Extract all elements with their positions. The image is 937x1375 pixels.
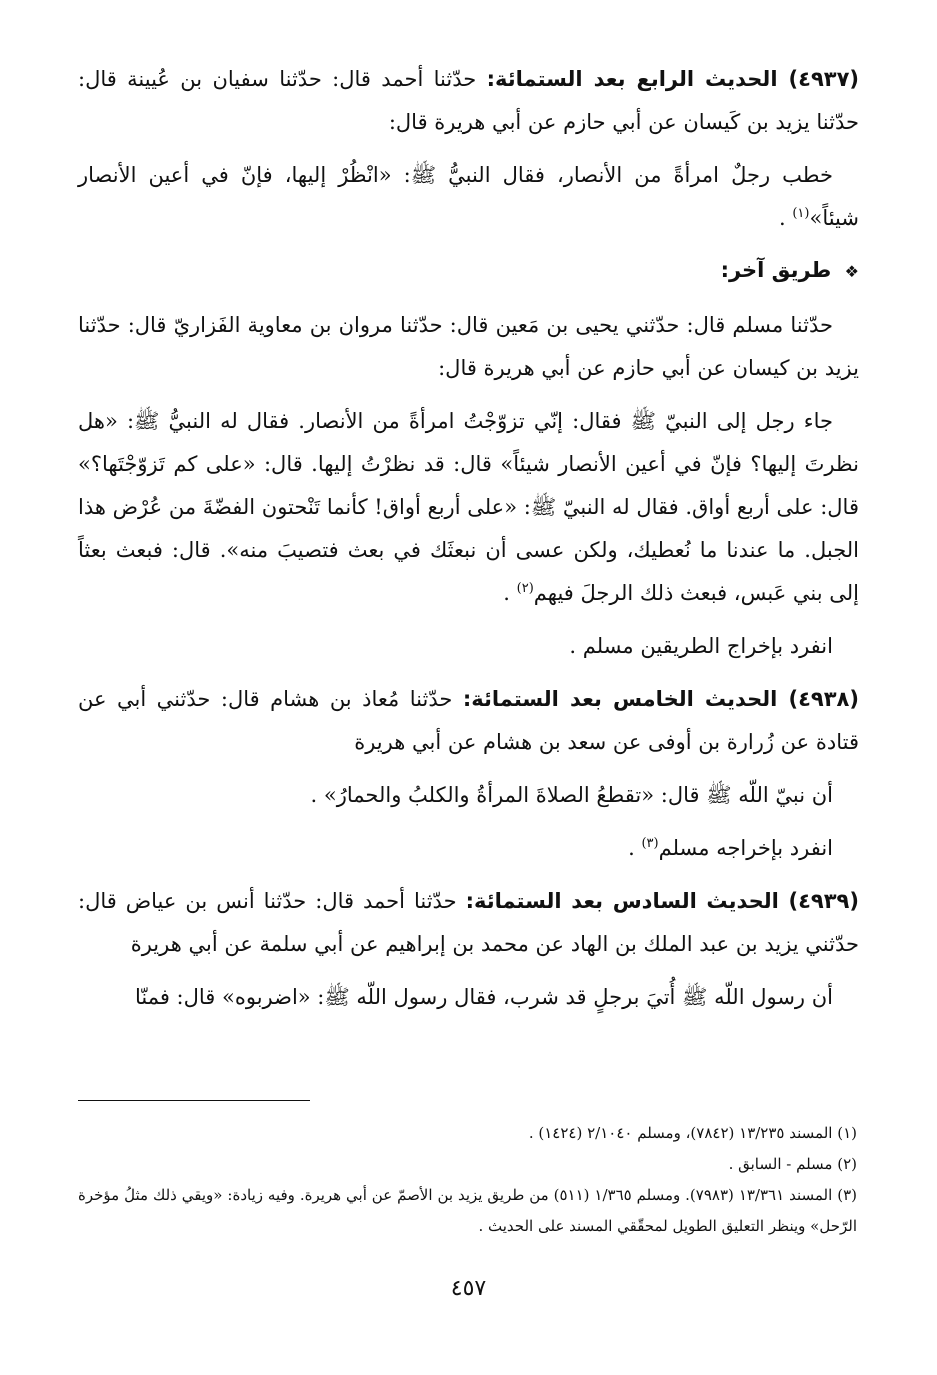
hadith-4938-matn-text: أن نبيّ اللّه ﷺ قال: «تقطعُ الصلاةَ المرأةُ والكلبُ والحمارُ» . xyxy=(310,783,833,807)
other-path-note-text: انفرد بإخراج الطريقين مسلم . xyxy=(569,634,833,658)
hadith-4938-end: . xyxy=(628,836,642,860)
hadith-4937-isnad-text: حدّثنا أحمد قال: حدّثنا سفيان بن عُيينة قال: حدّثنا يزيد بن كَيسان عن أبي حازم عن أبي هريرة قال: xyxy=(78,67,859,134)
hadith-4938-matn xyxy=(78,774,859,817)
hadith-4938-note xyxy=(78,827,859,870)
hadith-4939-isnad xyxy=(78,880,859,966)
hadith-4939-matn xyxy=(78,976,859,1019)
page-body xyxy=(78,58,859,1029)
footnote-divider xyxy=(78,1100,310,1101)
footnote-ref-3[interactable]: (٣) xyxy=(641,836,659,851)
page-number: ٤٥٧ xyxy=(450,1276,487,1301)
hadith-4937-title: (٤٩٣٧) الحديث الرابع بعد الستمائة: xyxy=(486,67,860,91)
footnote-ref-1[interactable]: (١) xyxy=(792,206,810,221)
hadith-4937-matn xyxy=(78,154,859,240)
hadith-4939-isnad-text: حدّثنا أحمد قال: حدّثنا أنس بن عياض قال: حدّثني يزيد بن عبد الملك بن الهاد عن محمد بن إبراهيم عن أبي سلمة عن أبي هريرة xyxy=(78,889,859,956)
hadith-4937-end: . xyxy=(778,206,793,230)
other-path-end: . xyxy=(503,581,517,605)
other-path-matn-text: جاء رجل إلى النبيّ ﷺ فقال: إنّي تزوّجْتُ امرأةً من الأنصار. فقال له النبيُّ ﷺ: «هل نظرتَ إليها؟ فإنّ في أعين الأنصار شيئاً» قال: قد نظرْتُ إليها. قال: «على كم تَزوّجْتَها؟» قال: على أربع أواق. فقال له النبيّ ﷺ: «على أربع أواق! كأنما تَنْحتون الفضّةَ من عُرْض هذا الجبل. ما عندنا ما نُعطيك، ولكن عسى أن نبعثَك في بعث فتصيبَ منه». قال: فبعث بعثاً إلى بني عَبس، فبعث ذلك الرجلَ فيهم xyxy=(78,409,859,605)
other-path-heading xyxy=(78,250,859,292)
footnote-3: (٣) المسند ١٣/٣٦١ (٧٩٨٣). ومسلم ١/٣٦٥ (٥١١) من طريق يزيد بن الأصمّ عن أبي هريرة. وفيه زيادة: «ويقي ذلك مثلُ مؤخرة الرّحل» وينظر التعليق الطويل لمحقّقي المسند على الحديث . xyxy=(78,1186,857,1235)
hadith-4938-note-text: انفرد بإخراجه مسلم xyxy=(658,836,833,860)
hadith-4938-isnad xyxy=(78,678,859,764)
other-path-note xyxy=(78,625,859,668)
hadith-4937-isnad xyxy=(78,58,859,144)
hadith-4939-matn-text: أن رسول اللّه ﷺ أُتيَ برجلٍ قد شرب، فقال رسول اللّه ﷺ: «اضربوه» قال: فمنّا xyxy=(134,985,833,1009)
other-path-isnad-text: حدّثنا مسلم قال: حدّثني يحيى بن مَعين قال: حدّثنا مروان بن معاوية الفَزاريّ قال: حدّثنا يزيد بن كيسان عن أبي حازم عن أبي هريرة قال: xyxy=(78,313,859,380)
hadith-4938-title: (٤٩٣٨) الحديث الخامس بعد الستمائة: xyxy=(462,687,859,711)
footnotes xyxy=(78,1118,857,1242)
other-path-isnad xyxy=(78,304,859,390)
footnote-1: (١) المسند ١٣/٢٣٥ (٧٨٤٢)، ومسلم ٢/١٠٤٠ (١٤٢٤) . xyxy=(528,1124,857,1142)
hadith-4938-isnad-text: حدّثنا مُعاذ بن هشام قال: حدّثني أبي عن قتادة عن زُرارة بن أوفى عن سعد بن هشام عن أبي هريرة xyxy=(78,687,859,754)
diamond-bullet-icon: ❖ xyxy=(844,262,859,281)
footnote-2: (٢) مسلم - السابق . xyxy=(728,1155,857,1173)
footnote-ref-2[interactable]: (٢) xyxy=(516,581,534,596)
other-path-heading-text: طريق آخر: xyxy=(720,258,832,282)
other-path-matn xyxy=(78,400,859,615)
hadith-4937-matn-text: خطب رجلٌ امرأةً من الأنصار، فقال النبيُّ ﷺ: «انْظُرْ إليها، فإنّ في أعين الأنصار شيئاً» xyxy=(78,163,859,230)
hadith-4939-title: (٤٩٣٩) الحديث السادس بعد الستمائة: xyxy=(465,889,859,913)
